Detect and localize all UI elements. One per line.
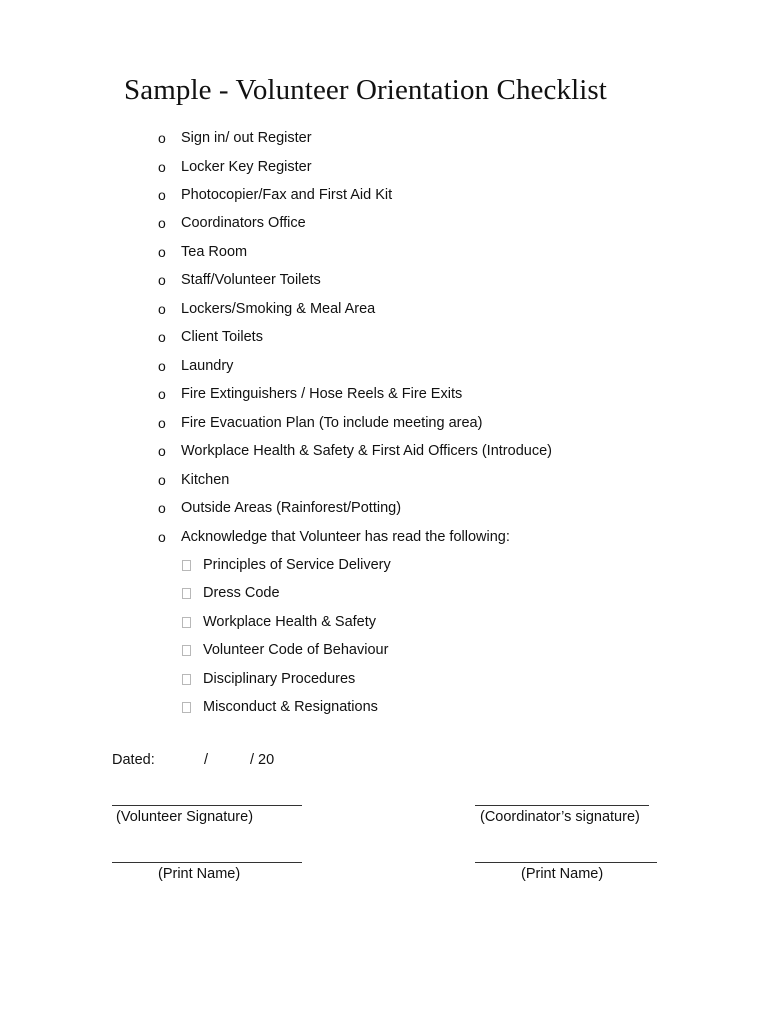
list-item-label: Locker Key Register [181,159,312,175]
circle-bullet-icon: o [158,386,166,402]
sub-list-item [182,611,376,633]
coordinator-print-name-label: (Print Name) [521,866,604,882]
square-bullet-icon [182,560,191,571]
sub-list-item [182,696,378,718]
list-item [158,156,312,178]
list-item-label: Tea Room [181,244,248,260]
list-item [158,412,482,434]
list-item [158,326,263,348]
coordinator-signature-label: (Coordinator’s signature) [480,809,640,825]
circle-bullet-icon: o [158,301,166,317]
list-item [158,526,510,548]
date-separator: / [204,752,209,768]
circle-bullet-icon: o [158,472,166,488]
list-item [158,269,321,291]
list-item [158,497,401,519]
circle-bullet-icon: o [158,130,166,146]
coordinator-print-name-line [475,862,657,863]
sub-list-item [182,639,388,661]
list-item [158,241,247,263]
list-item-label: Fire Extinguishers / Hose Reels & Fire Exits [181,386,463,402]
list-item [158,212,306,234]
square-bullet-icon [182,588,191,599]
circle-bullet-icon: o [158,187,166,203]
list-item [158,383,462,405]
volunteer-signature-label: (Volunteer Signature) [116,809,254,825]
list-item-label: Staff/Volunteer Toilets [181,272,321,288]
circle-bullet-icon: o [158,244,166,260]
sub-list-item-label: Principles of Service Delivery [203,557,391,573]
circle-bullet-icon: o [158,358,166,374]
sub-list-item [182,582,280,604]
circle-bullet-icon: o [158,529,166,545]
list-item-label: Acknowledge that Volunteer has read the following: [181,529,510,545]
volunteer-print-name-line [112,862,302,863]
list-item-label: Outside Areas (Rainforest/Potting) [181,500,402,516]
list-item-label: Client Toilets [181,329,263,345]
square-bullet-icon [182,674,191,685]
list-item-label: Lockers/Smoking & Meal Area [181,301,376,317]
list-item [158,355,233,377]
circle-bullet-icon: o [158,215,166,231]
list-item-label: Workplace Health & Safety & First Aid Officers (Introduce) [181,443,552,459]
list-item-label: Laundry [181,358,234,374]
circle-bullet-icon: o [158,500,166,516]
list-item-label: Coordinators Office [181,215,306,231]
list-item [158,440,552,462]
list-item-label: Sign in/ out Register [181,130,312,146]
circle-bullet-icon: o [158,159,166,175]
circle-bullet-icon: o [158,272,166,288]
sub-list-item-label: Misconduct & Resignations [203,699,378,715]
list-item [158,184,392,206]
list-item [158,127,312,149]
list-item-label: Photocopier/Fax and First Aid Kit [181,187,393,203]
list-item-label: Kitchen [181,472,230,488]
sub-list-item-label: Workplace Health & Safety [203,614,377,630]
square-bullet-icon [182,645,191,656]
square-bullet-icon [182,702,191,713]
sub-list-item [182,554,391,576]
square-bullet-icon [182,617,191,628]
circle-bullet-icon: o [158,329,166,345]
list-item-label: Fire Evacuation Plan (To include meeting area) [181,415,483,431]
list-item [158,298,375,320]
circle-bullet-icon: o [158,443,166,459]
sub-list-item-label: Volunteer Code of Behaviour [203,642,389,658]
list-item [158,469,229,491]
circle-bullet-icon: o [158,415,166,431]
dated-label: Dated: [112,752,155,768]
sub-list-item-label: Disciplinary Procedures [203,671,356,687]
volunteer-signature-line [112,805,302,806]
page-title: Sample - Volunteer Orientation Checklist [124,74,607,106]
coordinator-signature-line [475,805,649,806]
date-year-prefix: / 20 [250,752,275,768]
sub-list-item [182,668,355,690]
volunteer-print-name-label: (Print Name) [158,866,241,882]
sub-list-item-label: Dress Code [203,585,280,601]
